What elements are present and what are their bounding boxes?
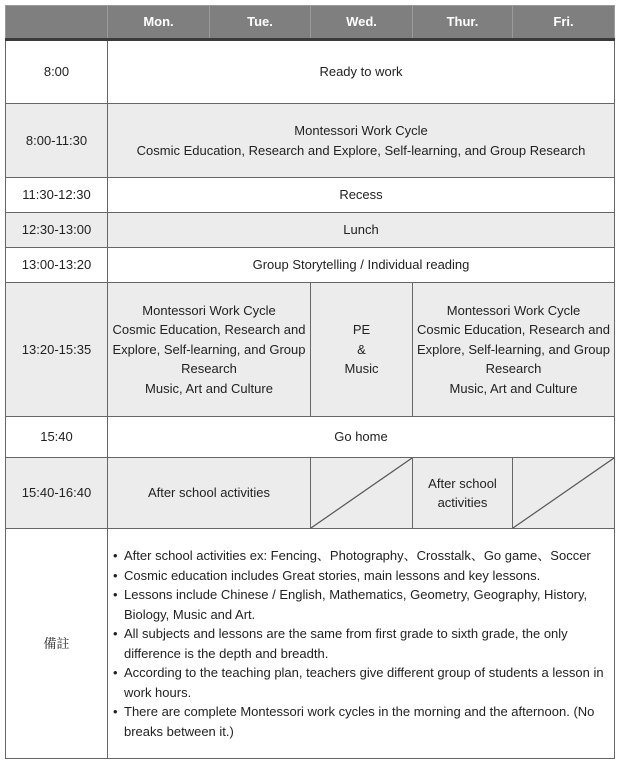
table-row (6, 104, 615, 178)
header-day-wed: Wed. (311, 6, 413, 40)
activity-cell: Montessori Work Cycle Cosmic Education, Research and Explore, Self-learning, and Group Research (108, 104, 615, 178)
activity-cell: Group Storytelling / Individual reading (108, 248, 615, 283)
header-corner (6, 6, 108, 40)
note-item: • There are complete Montessori work cycles in the morning and the afternoon. (No breaks between it.) (112, 702, 608, 741)
activity-cell-thu: After school activities (413, 458, 513, 529)
note-item: • All subjects and lessons are the same from first grade to sixth grade, the only difference is the depth and breadth. (112, 624, 608, 663)
diagonal-slash (311, 458, 412, 528)
weekly-schedule-table (5, 5, 615, 759)
header-day-thu: Thur. (413, 6, 513, 40)
table-row (6, 213, 615, 248)
activity-cell-mon-tue: After school activities (108, 458, 311, 529)
notes-list (108, 540, 614, 747)
time-cell: 12:30-13:00 (6, 213, 108, 248)
empty-cell-wed (311, 458, 413, 529)
note-item: • Cosmic education includes Great stories, main lessons and key lessons. (112, 566, 608, 586)
header-day-mon: Mon. (108, 6, 210, 40)
activity-cell: Lunch (108, 213, 615, 248)
diagonal-slash (513, 458, 614, 528)
note-item: • According to the teaching plan, teachers give different group of students a lesson in work hours. (112, 663, 608, 702)
activity-cell: Recess (108, 178, 615, 213)
activity-cell: Go home (108, 417, 615, 458)
table-row (6, 40, 615, 104)
time-cell: 13:20-15:35 (6, 283, 108, 417)
time-cell: 15:40 (6, 417, 108, 458)
note-item: • Lessons include Chinese / English, Mathematics, Geometry, Geography, History, Biology, Music and Art. (112, 585, 608, 624)
time-cell: 13:00-13:20 (6, 248, 108, 283)
activity-cell-mon-tue: Montessori Work Cycle Cosmic Education, Research and Explore, Self-learning, and Group Research Music, Art and Culture (108, 283, 311, 417)
table-row (6, 458, 615, 529)
empty-cell-fri (513, 458, 615, 529)
header-day-fri: Fri. (513, 6, 615, 40)
table-row (6, 178, 615, 213)
time-cell: 8:00 (6, 40, 108, 104)
time-cell: 15:40-16:40 (6, 458, 108, 529)
time-cell: 11:30-12:30 (6, 178, 108, 213)
notes-cell (108, 529, 615, 759)
table-row (6, 283, 615, 417)
time-cell: 8:00-11:30 (6, 104, 108, 178)
activity-cell: Ready to work (108, 40, 615, 104)
header-day-tue: Tue. (210, 6, 311, 40)
table-row (6, 417, 615, 458)
header-row (6, 6, 615, 40)
table-row (6, 248, 615, 283)
activity-cell-thu-fri: Montessori Work Cycle Cosmic Education, Research and Explore, Self-learning, and Group Research Music, Art and Culture (413, 283, 615, 417)
note-item: • After school activities ex: Fencing、Photography、Crosstalk、Go game、Soccer (112, 546, 608, 566)
notes-label: 備註 (6, 529, 108, 759)
activity-cell-wed: PE & Music (311, 283, 413, 417)
notes-row (6, 529, 615, 759)
